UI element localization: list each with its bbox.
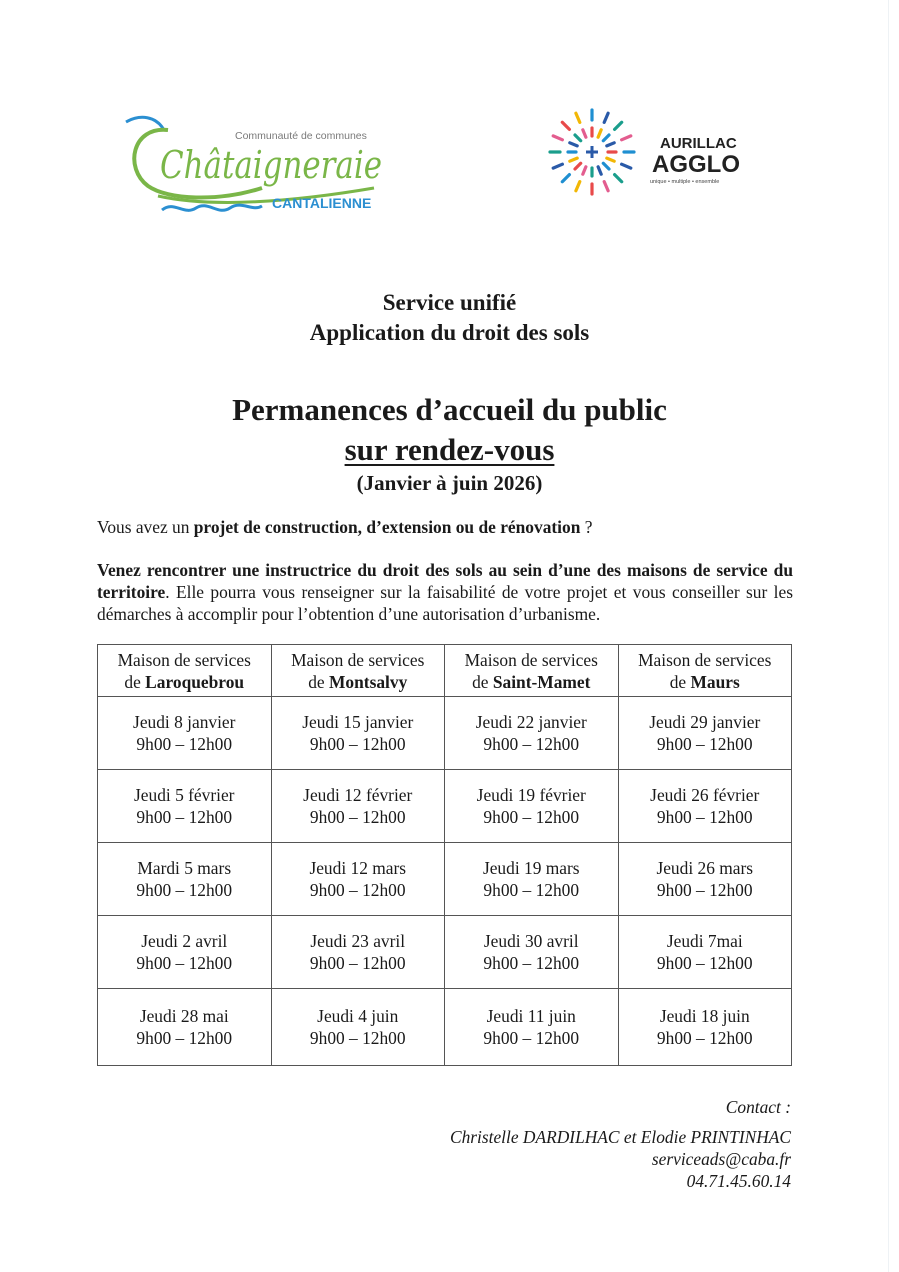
aurillac-agglo-logo [540, 100, 760, 205]
logo-left-name: Châtaigneraie [160, 143, 382, 187]
table-cell [445, 989, 619, 1066]
intro-suffix: ? [580, 517, 593, 537]
cell-date: Jeudi 15 janvier [302, 712, 414, 732]
cell-date: Jeudi 11 juin [486, 1006, 576, 1026]
header-prefix: de [124, 671, 146, 692]
contact-email[interactable]: serviceads@caba.fr [651, 1149, 791, 1169]
table-cell [271, 989, 445, 1066]
burst-ray [598, 167, 601, 174]
cell-time: 9h00 – 12h00 [136, 734, 233, 754]
cell-date: Jeudi 5 février [134, 785, 235, 805]
burst-ray [622, 136, 631, 140]
cell-date: Jeudi 2 avril [141, 931, 228, 951]
table-row [98, 770, 792, 843]
cell-date: Jeudi 30 avril [483, 931, 579, 951]
cell-date: Jeudi 19 février [476, 785, 586, 805]
title-line2: sur rendez-vous [344, 432, 555, 467]
cell-time: 9h00 – 12h00 [656, 734, 753, 754]
cell-date: Jeudi 26 février [650, 785, 760, 805]
cell-time: 9h00 – 12h00 [309, 734, 406, 754]
burst-ray [607, 158, 614, 161]
burst-ray [604, 113, 608, 122]
table-cell [98, 989, 272, 1066]
table-cell [271, 916, 445, 989]
header-prefix: de [472, 671, 493, 692]
cell-date: Jeudi 29 janvier [649, 712, 761, 732]
header-prefix: de [308, 671, 329, 692]
cell-date: Jeudi 12 février [303, 785, 413, 805]
cell-date: Jeudi 28 mai [139, 1006, 229, 1026]
cell-date: Mardi 5 mars [137, 858, 232, 878]
table-row [98, 989, 792, 1066]
title-line1: Permanences d’accueil du public [232, 392, 667, 427]
contact-names: Christelle DARDILHAC et Elodie PRINTINHAC [449, 1127, 791, 1147]
burst-ray [583, 167, 586, 174]
cell-date: Jeudi 19 mars [482, 858, 580, 878]
cell-time: 9h00 – 12h00 [309, 953, 406, 973]
burst-ray [553, 136, 562, 140]
table-cell [445, 770, 619, 843]
burst-ray [607, 143, 614, 146]
table-cell [271, 697, 445, 770]
burst-ray [603, 135, 609, 141]
cell-time: 9h00 – 12h00 [309, 807, 406, 827]
burst-ray [553, 164, 562, 168]
table-cell [618, 916, 792, 989]
header-line2 [445, 671, 618, 693]
header-line2 [272, 671, 445, 693]
logo-right-tagline: unique • multiple • ensemble [650, 179, 720, 185]
header-line1: Maison de services [638, 649, 772, 670]
table-cell [445, 843, 619, 916]
cell-date: Jeudi 7mai [666, 931, 743, 951]
table-cell [271, 843, 445, 916]
header-line2 [619, 671, 792, 693]
cell-date: Jeudi 26 mars [656, 858, 754, 878]
header-line1: Maison de services [464, 649, 598, 670]
header-location: Maurs [690, 671, 740, 692]
cell-time: 9h00 – 12h00 [136, 953, 233, 973]
logo-right-line2: AGGLO [652, 151, 740, 178]
table-cell [618, 989, 792, 1066]
header-location: Saint-Mamet [492, 671, 591, 692]
contact-label: Contact : [725, 1097, 791, 1117]
burst-ray [575, 163, 581, 169]
header-location: Montsalvy [329, 671, 408, 692]
cell-time: 9h00 – 12h00 [483, 807, 580, 827]
table-cell [445, 916, 619, 989]
cell-time: 9h00 – 12h00 [309, 1028, 406, 1048]
logo-left-line3: CANTALIENNE [272, 195, 372, 211]
main-title [0, 390, 899, 470]
table-row [98, 697, 792, 770]
table-header-row [98, 645, 792, 697]
table-cell [271, 770, 445, 843]
service-line1: Service unifié [382, 290, 517, 315]
header-line1: Maison de services [117, 649, 251, 670]
table-cell [98, 916, 272, 989]
table-row [98, 843, 792, 916]
burst-ray [615, 175, 622, 182]
cell-time: 9h00 – 12h00 [136, 807, 233, 827]
cell-date: Jeudi 4 juin [317, 1006, 399, 1026]
table-cell [98, 697, 272, 770]
description-paragraph [97, 559, 793, 625]
table-cell [618, 697, 792, 770]
cell-date: Jeudi 18 juin [659, 1006, 750, 1026]
intro-bold: projet de construction, d’extension ou de rénovation [193, 517, 581, 537]
burst-ray [583, 130, 586, 137]
period: (Janvier à juin 2026) [356, 471, 543, 495]
logo-burst-icon [550, 110, 634, 194]
cell-time: 9h00 – 12h00 [483, 734, 580, 754]
burst-ray [604, 182, 608, 191]
table-header-cell [618, 645, 792, 697]
burst-ray [576, 113, 580, 122]
table-cell [618, 770, 792, 843]
burst-ray [575, 135, 581, 141]
table-cell [98, 843, 272, 916]
intro-paragraph [97, 516, 793, 538]
burst-ray [562, 122, 569, 129]
logo-right-line1: AURILLAC [660, 135, 737, 152]
cell-date: Jeudi 12 mars [309, 858, 407, 878]
burst-ray [570, 143, 577, 146]
table-header-cell [98, 645, 272, 697]
cell-date: Jeudi 8 janvier [133, 712, 236, 732]
intro-prefix: Vous avez un [97, 517, 194, 537]
cell-time: 9h00 – 12h00 [656, 880, 753, 900]
table-header-cell [445, 645, 619, 697]
cell-time: 9h00 – 12h00 [136, 1028, 233, 1048]
burst-ray [603, 163, 609, 169]
logo-waves [162, 205, 262, 210]
table-row [98, 916, 792, 989]
table-header-cell [271, 645, 445, 697]
table-cell [618, 843, 792, 916]
schedule-table [97, 644, 792, 1066]
contact-phone[interactable]: 04.71.45.60.14 [686, 1171, 791, 1191]
header-prefix: de [669, 671, 691, 692]
burst-ray [622, 164, 631, 168]
cell-time: 9h00 – 12h00 [483, 1028, 580, 1048]
cell-date: Jeudi 22 janvier [475, 712, 587, 732]
cell-time: 9h00 – 12h00 [483, 880, 580, 900]
cell-date: Jeudi 23 avril [310, 931, 406, 951]
chataigneraie-logo [122, 112, 388, 222]
cell-time: 9h00 – 12h00 [136, 880, 233, 900]
description-bold: Venez rencontrer une instructrice du droit des sols au sein d’une des maisons de service du territoire [97, 560, 793, 602]
logo-left-line1: Communauté de communes [235, 130, 367, 142]
service-title [0, 288, 899, 348]
header-line2 [98, 671, 271, 693]
burst-ray [576, 182, 580, 191]
cell-time: 9h00 – 12h00 [309, 880, 406, 900]
burst-ray [615, 122, 622, 129]
table-cell [445, 697, 619, 770]
description-rest: . Elle pourra vous renseigner sur la faisabilité de votre projet et vous conseiller sur les démarches à accomplir pour l’obtention d’une autorisation d’urbanisme. [97, 582, 793, 624]
burst-ray [562, 175, 569, 182]
service-line2: Application du droit des sols [309, 320, 590, 345]
cell-time: 9h00 – 12h00 [656, 807, 753, 827]
burst-ray [598, 130, 601, 137]
cell-time: 9h00 – 12h00 [656, 1028, 753, 1048]
burst-ray [570, 158, 577, 161]
cell-time: 9h00 – 12h00 [483, 953, 580, 973]
header-line1: Maison de services [291, 649, 425, 670]
page-edge-line [888, 0, 889, 1272]
cell-time: 9h00 – 12h00 [656, 953, 753, 973]
table-cell [98, 770, 272, 843]
header-location: Laroquebrou [145, 671, 245, 692]
